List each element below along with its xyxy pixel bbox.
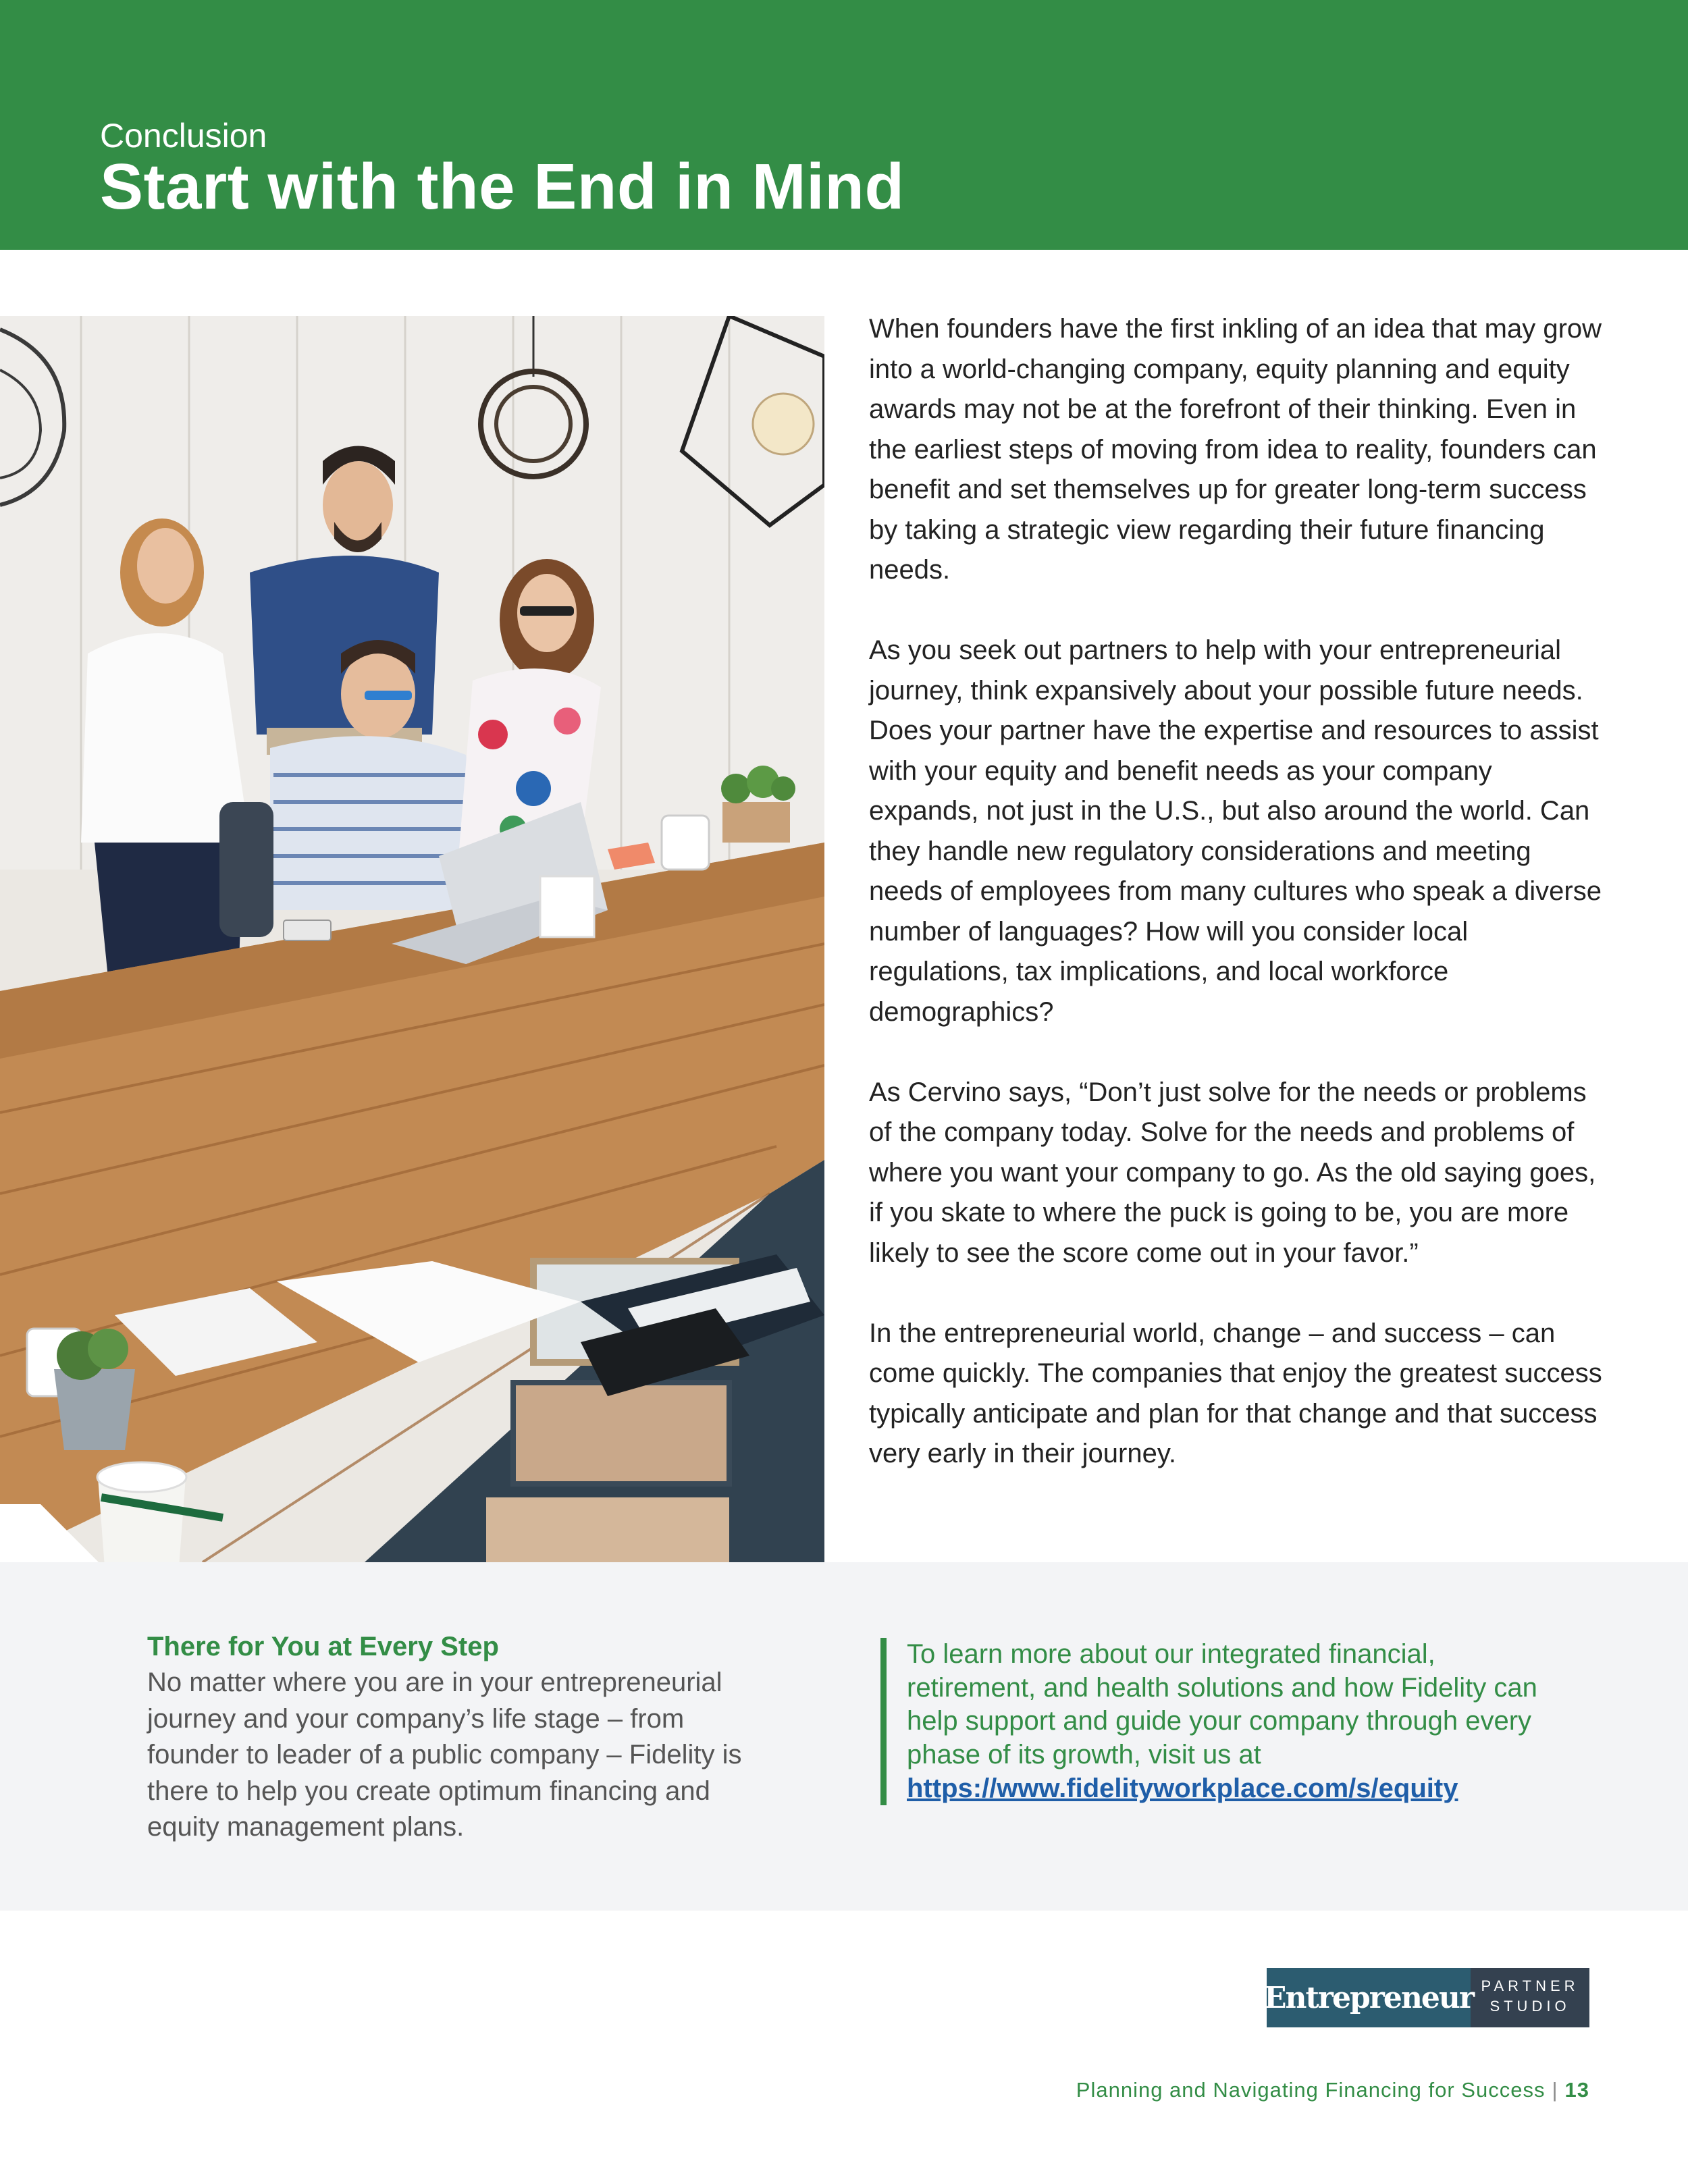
office-team-photo <box>0 316 824 1562</box>
callout-band <box>0 1562 1688 1911</box>
fidelity-equity-link[interactable]: https://www.fidelityworkplace.com/s/equity <box>907 1774 1458 1803</box>
body-paragraph-1: When founders have the first inkling of an idea that may grow into a world-changing company, equity planning and equity awards may not be at the forefront of their thinking. Even in the earliest steps of moving from idea to reality, founders can benefit and set themselves up for greater long-term success by taking a strategic view regarding their future financing needs. <box>869 314 1602 585</box>
logo-wordmark: Entrepreneur <box>1263 1980 1474 2015</box>
body-paragraph-2: As you seek out partners to help with your entrepreneurial journey, think expansively about your possible future needs. Does your partner have the expertise and resources to assist with your equity and benefit needs as your company expands, not just in the U.S., but also around the world. Can they handle new regulatory considerations and meeting needs of employees from many cultures who speak a diverse number of languages? How will you consider local regulations, tax implications, and local workforce demographics? <box>869 635 1602 1027</box>
page-title: Start with the End in Mind <box>100 151 905 223</box>
logo-partner-text: PARTNER <box>1481 1977 1579 1994</box>
article-body <box>869 309 1605 1514</box>
page-header <box>0 0 1688 250</box>
support-heading: There for You at Every Step <box>147 1632 499 1661</box>
footer-title: Planning and Navigating Financing for Success <box>1076 2078 1546 2102</box>
section-eyebrow: Conclusion <box>100 117 267 155</box>
logo-studio-text: STUDIO <box>1489 1998 1571 2015</box>
learn-more-callout <box>880 1638 1562 1805</box>
footer-separator: | <box>1552 2078 1558 2102</box>
body-paragraph-4: In the entrepreneurial world, change – and success – can come quickly. The companies that enjoy the greatest success typically anticipate and plan for that change and that success very early in their journey. <box>869 1318 1602 1468</box>
support-callout <box>147 1628 782 1846</box>
body-paragraph-3: As Cervino says, “Don’t just solve for the needs or problems of the company today. Solve for the needs and problems of where you want your company to go. As the old saying goes, if you skate to where the puck is going to be, you are more likely to see the score come out in your favor.” <box>869 1077 1596 1268</box>
entrepreneur-partner-studio-logo <box>1263 1968 1589 2027</box>
support-text: No matter where you are in your entrepreneurial journey and your company’s life stage – from founder to leader of a public company – Fidelity is there to help you create optimum financing and equity management plans. <box>147 1668 742 1842</box>
page-footer <box>878 2078 1589 2102</box>
page-number: 13 <box>1564 2078 1589 2102</box>
learn-more-text: To learn more about our integrated financial, retirement, and health solutions and how Fidelity can help support and guide your company through every phase of its growth, visit us at <box>907 1639 1537 1769</box>
